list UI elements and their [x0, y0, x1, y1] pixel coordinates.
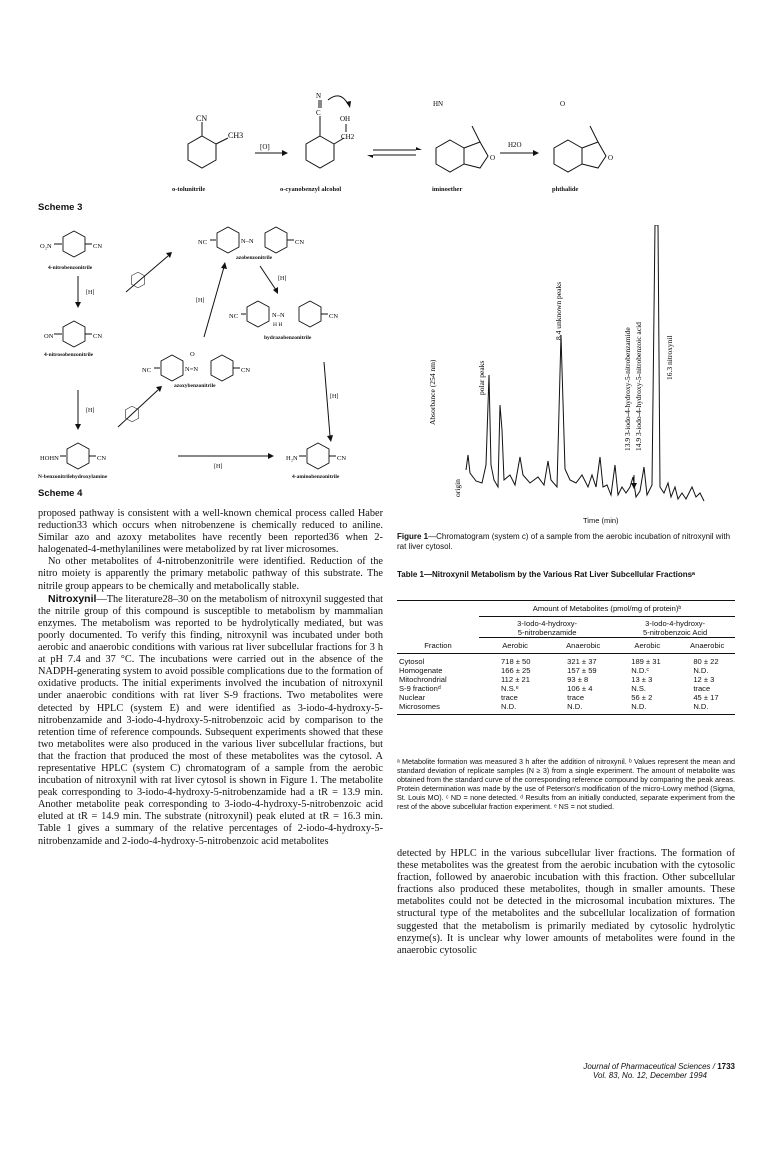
y-axis-label: Absorbance (254 nm): [428, 359, 437, 425]
svg-text:[H]: [H]: [278, 276, 287, 282]
paragraph: detected by HPLC in the various subcellular liver fractions. The formation of these metabolites was the greatest from the aerobic incubation with the cytosolic fraction, followed by anaerobic incubation with this fraction. Other subcellular fractions also produced these metabolites, though in smaller amounts. These metabolites could not be detected in the microsomal incubation mixtures. The structural type of the metabolites and the subcellular localization of formation suggested that the metabolism is primarily mediated by cytosolic hydrolytic enzyme(s). It is unclear why lower amounts of metabolites were found in the anaerobic cytosolic: [397, 848, 735, 956]
water-reagent: H2O: [508, 141, 522, 149]
column-header: Aerobic: [634, 641, 661, 650]
scheme-4-title: Scheme 4: [38, 488, 83, 499]
svg-text:[H]: [H]: [196, 298, 205, 304]
svg-text:HN: HN: [433, 100, 444, 108]
svg-text:NC: NC: [198, 239, 208, 246]
svg-text:H H: H H: [273, 322, 283, 328]
column-header: Fraction: [424, 640, 452, 650]
svg-text:ON: ON: [44, 333, 54, 340]
svg-text:C: C: [316, 109, 321, 117]
table-span-header: Amount of Metabolites (pmol/mg of protein)ᵇ: [479, 601, 735, 617]
table-row: Nuclear trace trace 56 ± 2 45 ± 17: [399, 693, 719, 702]
svg-text:O: O: [190, 351, 195, 358]
svg-text:NC: NC: [229, 313, 239, 320]
section-heading: Nitroxynil: [48, 592, 97, 605]
svg-text:O: O: [608, 154, 614, 162]
table-row: Homogenate 166 ± 25 157 ± 59 N.D.ᶜ N.D.: [399, 666, 709, 675]
peak-label: 8.4 unknown peaks: [554, 281, 563, 340]
svg-text:CN: CN: [93, 333, 103, 340]
svg-text:[H]: [H]: [214, 464, 223, 470]
x-axis-label: Time (min): [583, 516, 619, 525]
svg-text:CN: CN: [295, 239, 305, 246]
phthalide-structure: [554, 126, 606, 172]
o-tolunitrile-structure: [188, 122, 228, 168]
svg-text:NC: NC: [142, 367, 152, 374]
label-hydroxylamine: N-benzonitrilehydroxylamine: [38, 474, 108, 480]
label-hydrazobenzonitrile: hydrazobenzonitrile: [264, 335, 312, 341]
label-o-cyanobenzyl-alcohol: o-cyanobenzyl alcohol: [280, 186, 342, 193]
svg-text:N–N: N–N: [241, 238, 254, 245]
table-row: Cytosol 718 ± 50 321 ± 37 189 ± 31 80 ± 22: [399, 657, 719, 666]
svg-text:CN: CN: [93, 243, 103, 250]
svg-text:[H]: [H]: [86, 408, 95, 414]
label-phthalide: phthalide: [552, 186, 579, 193]
column-header: Anaerobic: [566, 641, 601, 650]
journal-footer: Journal of Pharmaceutical Sciences / 1733 Vol. 83, No. 12, December 1994: [583, 1062, 735, 1080]
table-1-footnote: ᵃ Metabolite formation was measured 3 h after the addition of nitroxynil. ᵇ Values represent the mean and standard deviation of replicate samples (N ≥ 3) from a single experiment. The amount of metabolite was obtained from the standard curve of the corresponding reference compound by comparing the peak areas. Protein determination was made by the use of Peterson's modification of the micro-Lowry method (Sigma, St. Louis MO). ᶜ ND = none detected. ᵈ Results from an initially conducted, separate experiment from the rest of the above subcellular fraction experiment. ᵉ NS = not studied.: [397, 757, 735, 811]
iminoether-structure: [436, 126, 488, 172]
label-azoxybenzonitrile: azoxybenzonitrile: [174, 383, 216, 389]
paragraph: No other metabolites of 4-nitrobenzonitrile were identified. Reduction of the nitro moiety is apparently the primary metabolic pathway of this substrate. The nitrile group appears to be chemically and metabolically stable.: [38, 556, 383, 592]
svg-text:CN: CN: [97, 455, 107, 462]
paragraph: proposed pathway is consistent with a well-known chemical process called Haber reduction33 which occurs when nitrobenzene is chemically reduced to aniline. Similar azo and azoxy metabolites have recently been reported36 when 2-halogenated-4-methylanilines were metabolized by rat liver microsomes.: [38, 508, 383, 556]
svg-text:HOHN: HOHN: [40, 455, 59, 462]
peak-label: 13.9 3-iodo-4-hydroxy-5-nitrobenzamide: [623, 327, 632, 451]
label-iminoether: iminoether: [432, 186, 463, 193]
peak-label: origin: [453, 479, 462, 497]
table-1-title: Table 1—Nitroxynil Metabolism by the Various Rat Liver Subcellular Fractionsᵃ: [397, 570, 696, 579]
svg-text:H₂N: H₂N: [286, 455, 298, 462]
label-nitrobenzonitrile: 4-nitrobenzonitrile: [48, 265, 93, 271]
left-column-text: [38, 508, 383, 848]
table-row: S-9 fractionᵈ N.S.ᵉ 106 ± 4 N.S. trace: [399, 684, 711, 693]
svg-text:CN: CN: [337, 455, 347, 462]
cn-atom: CN: [196, 114, 208, 123]
column-header: Aerobic: [502, 641, 528, 650]
scheme-3-title: Scheme 3: [38, 202, 83, 213]
svg-text:[H]: [H]: [86, 290, 95, 296]
column-header: Anaerobic: [690, 641, 725, 650]
o-cyanobenzyl-alcohol-structure: [306, 96, 351, 168]
table-1: Amount of Metabolites (pmol/mg of protein)ᵇ 3-Iodo-4-hydroxy- 5-nitrobenzamide 3-Iodo-4-hydroxy- 5-nitrobenzoic Acid Fraction Aerobic Anaerobic Aerobic Anaerobic Cytosol 718 ± 50 321 ± 37 189 ± 31 80 ± 22 Homogenate 166 ± 25 157 ± 59 N.D.ᶜ N.D. Mitochrondrial 112 ± 21 93 ± 8 13 ± 3 12 ± 3 S-9 fractionᵈ N.S.ᵉ 106 ± 4 N.S. trace Nuclear trace trace 56 ± 2 45 ± 17 Microsomes N.D. N.D. N.D. N.D.: [397, 600, 735, 715]
label-o-tolunitrile: o-tolunitrile: [172, 186, 206, 193]
label-azobenzonitrile: azobenzonitrile: [236, 255, 273, 261]
table-row: Mitochrondrial 112 ± 21 93 ± 8 13 ± 3 12 ± 3: [399, 675, 715, 684]
svg-text:OH: OH: [340, 115, 351, 123]
svg-text:N: N: [316, 92, 322, 100]
svg-text:O₂N: O₂N: [40, 243, 52, 250]
svg-text:CN: CN: [329, 313, 339, 320]
figure-1-caption: Figure 1—Chromatogram (system c) of a sample from the aerobic incubation of nitroxynil with rat liver cytosol.: [397, 532, 731, 551]
table-row: Microsomes N.D. N.D. N.D. N.D.: [399, 702, 709, 711]
right-column-text: [397, 848, 735, 957]
svg-text:[H]: [H]: [330, 394, 339, 400]
svg-text:CH2: CH2: [341, 133, 355, 141]
label-nitrosobenzonitrile: 4-nitrosobenzonitrile: [44, 352, 94, 358]
svg-text:N–N: N–N: [272, 312, 285, 319]
figure-1-chromatogram: [420, 225, 740, 525]
peak-label: polar peaks: [477, 360, 486, 395]
svg-text:N=N: N=N: [185, 366, 199, 373]
peak-label: 16.3 nitroxynil: [665, 335, 674, 380]
ch3-atom: CH3: [228, 131, 244, 140]
label-aminobenzonitrile: 4-aminobenzonitrile: [292, 474, 340, 480]
paragraph: —The literature28–30 on the metabolism of nitroxynil suggested that the nitrile group of this compound is susceptible to metabolism by mammalian enzymes. The metabolism was reported to be hydrolytically mediated, but was poorly documented. To verify this finding, nitroxynil was incubated under both aerobic and anaerobic conditions with various rat liver subcellular fractions for 3 h at pH 7.4 and 37 °C. The incubations were carried out in the absence of the NADPH-generating system to avoid possible complications due to the formation of oxidative products. The initial experiments involved the incubation of nitroxynil under anaerobic conditions with rat liver S-9 fractions. Two metabolites were detected by HPLC (system E) and were identified as 3-iodo-4-hydroxy-5-nitrobenzamide and 3-iodo-4-hydroxy-5-nitrobenzoic acid by comparison to the retention time of reference compounds. Subsequent experiments showed that these two metabolites were also produced in the various liver subcellular fractions, but that the fraction that produced the most of these metabolites was the cytosol. A representative HPLC (system C) chromatogram of a sample from the aerobic incubation of nitroxynil with rat liver cytosol is shown in Figure 1. The metabolite peak corresponding to 3-iodo-4-hydroxy-5-nitrobenzamide had a tR = 13.9 min. Another metabolite peak corresponding to 3-iodo-4-hydroxy-5-nitrobenzoic acid eluted at tR = 14.9 min. The substrate (nitroxynil) peak eluted at tR = 16.3 min. Table 1 gives a summary of the relative percentages of 2-iodo-4-hydroxy-5-nitrobenzamide and 2-iodo-4-hydroxy-5-nitrobenzoic acid metabolites: [38, 593, 383, 847]
peak-label: 14.9 3-iodo-4-hydroxy-5-nitrobenzoic acid: [634, 322, 643, 451]
svg-text:O: O: [560, 100, 566, 108]
svg-text:CN: CN: [241, 367, 251, 374]
oxidation-reagent: [O]: [260, 143, 270, 151]
svg-text:O: O: [490, 154, 496, 162]
